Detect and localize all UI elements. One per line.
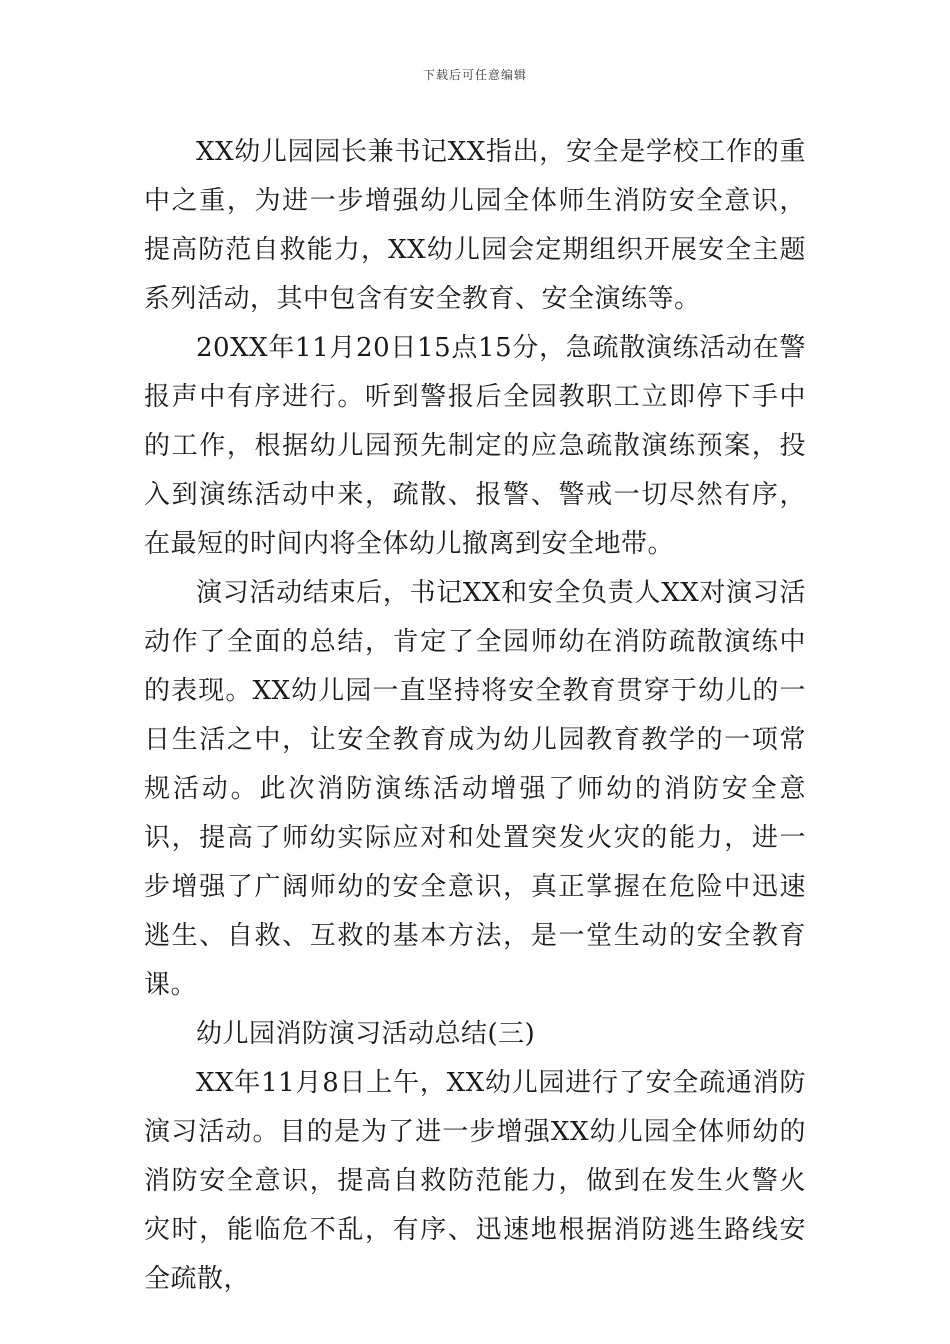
- paragraph-section-three: XX年11月8日上午，XX幼儿园进行了安全疏通消防演习活动。目的是为了进一步增强XX幼儿园全体师幼的消防安全意识，提高自救防范能力，做到在发生火警火灾时，能临危不乱，有序、迅速地根据消防逃生路线安全疏散，: [144, 1068, 806, 1294]
- paragraph-intro: XX幼儿园园长兼书记XX指出，安全是学校工作的重中之重，为进一步增强幼儿园全体师生消防安全意识，提高防范自救能力，XX幼儿园会定期组织开展安全主题系列活动，其中包含有安全教育、安全演练等。: [144, 137, 806, 314]
- document-body: [144, 128, 806, 1304]
- page-header: 下载后可任意编辑: [422, 68, 527, 82]
- paragraph-drill: 20XX年11月20日15点15分，急疏散演练活动在警报声中有序进行。听到警报后全园教职工立即停下手中的工作，根据幼儿园预先制定的应急疏散演练预案，投入到演练活动中来，疏散、报警、警戒一切尽然有序，在最短的时间内将全体幼儿撤离到安全地带。: [144, 333, 806, 559]
- section-heading: 幼儿园消防演习活动总结(三): [196, 1019, 536, 1049]
- paragraph-summary: 演习活动结束后，书记XX和安全负责人XX对演习活动作了全面的总结，肯定了全园师幼在消防疏散演练中的表现。XX幼儿园一直坚持将安全教育贯穿于幼儿的一日生活之中，让安全教育成为幼儿园教育教学的一项常规活动。此次消防演练活动增强了师幼的消防安全意识，提高了师幼实际应对和处置突发火灾的能力，进一步增强了广阔师幼的安全意识，真正掌握在危险中迅速逃生、自救、互救的基本方法，是一堂生动的安全教育课。: [144, 578, 806, 1000]
